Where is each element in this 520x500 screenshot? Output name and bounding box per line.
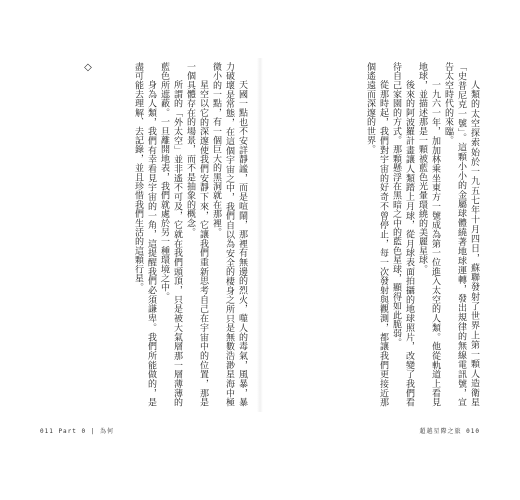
left-page-body	[40, 62, 248, 407]
left-paragraph-1: 天國一點也不安詳靜謐，而是喧鬧，那裡有無邊的烈火，噬人的毒氣，風暴，暴力破壞是常態，在這個宇宙之中，我們自以為安全的棲身之所只是無數浩渺星海中極微小的一點，有一個巨大的黑洞就在那裡。	[211, 62, 247, 407]
right-paragraph-2: 一九六一年，加加林乘坐東方一號成為第一位進入太空的人類。他從軌道上看見地球，並描述那是一顆被藍色光暈環繞的美麗星球。	[417, 62, 440, 407]
right-page-footer: 超越星際之旅 010	[419, 428, 480, 435]
right-paragraph-3: 後來的阿波羅計畫讓人類踏上月球，從月球表面拍攝的地球照片，改變了我們看待自己家園的方式。那顆懸浮在黑暗之中的藍色星球，顯得如此脆弱。	[391, 62, 414, 407]
left-paragraph-3: 所謂的「外太空」並非遙不可及，它就在我們頭頂，只是被大氣層那一層薄薄的藍色所遮蔽。一旦離開地表，我們就處於另一種環境之中。	[159, 62, 182, 407]
section-divider-icon: ◇	[84, 62, 92, 73]
book-gutter	[257, 58, 263, 412]
right-page-body	[272, 62, 480, 407]
left-paragraph-4: 身為人類，我們有幸看見宇宙的一角，這提醒我們必須謙卑。我們所能做的，是盡可能去理解、去記錄，並且珍惜我們生活的這顆行星。	[133, 62, 156, 407]
right-paragraph-1: 人類的太空探索始於一九五七年十月四日，蘇聯發射了世界上第一顆人造衛星「史普尼克一號」。這顆小小的金屬球體繞著地球運轉，發出規律的無線電訊號，宣告太空時代的來臨。	[443, 62, 479, 407]
right-paragraph-4: 從那時起，我們對宇宙的好奇不曾停止，每一次發射與觀測，都讓我們更接近那個遙遠而深邃的世界。	[365, 62, 388, 407]
left-page	[40, 62, 248, 407]
right-page	[272, 62, 480, 407]
left-page-footer: 011 Part 0 | 為何	[40, 428, 114, 435]
left-paragraph-2: 星空以它的深邃使我們安靜下來，它讓我們重新思考自己在宇宙中的位置，那是一個具體存在的場景，而不是抽象的概念。	[185, 62, 208, 407]
